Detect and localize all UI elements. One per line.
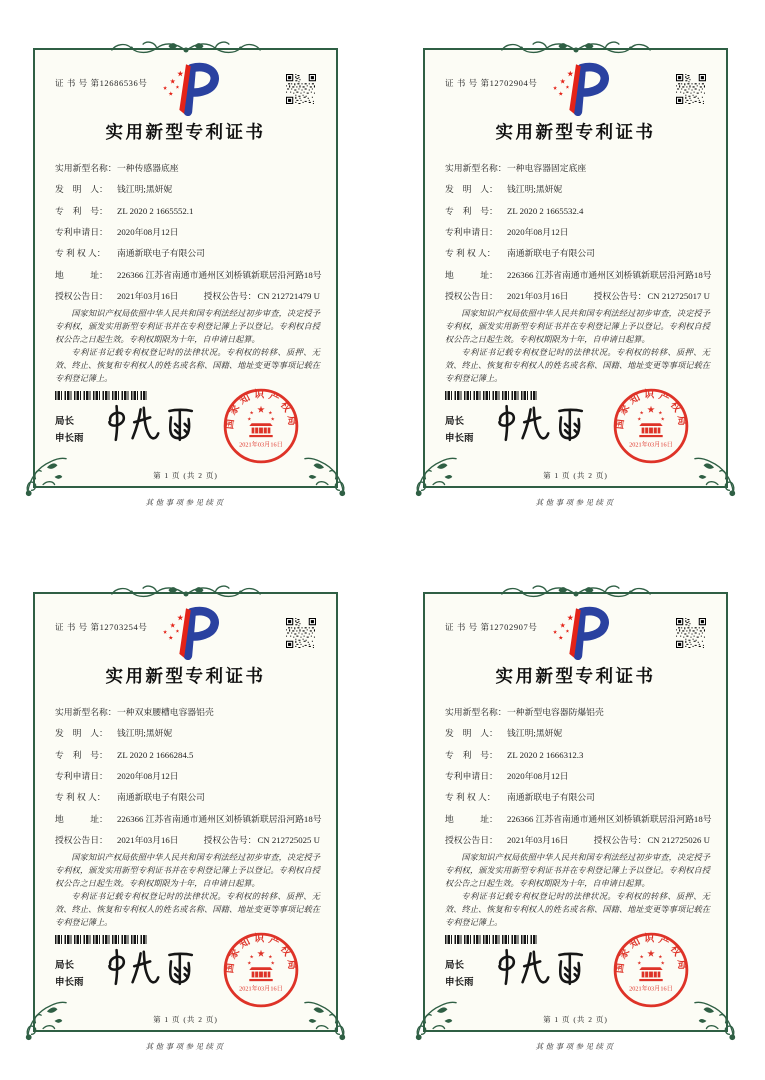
- field-label: 授权公告日：: [445, 291, 498, 302]
- field-filing-date: [55, 226, 320, 239]
- barcode: [445, 391, 537, 400]
- field-label: 授权公告号：: [593, 835, 647, 846]
- field-label: 授权公告日：: [55, 835, 108, 846]
- field-label: 实用新型名称：: [445, 707, 507, 717]
- seal-ring-text: 国家知识产权局: [614, 933, 688, 974]
- field-value: 一种新型电容器防爆铝壳: [507, 707, 604, 717]
- field-label: 专 利 号：: [55, 205, 108, 216]
- field-label: 地 址：: [55, 813, 108, 824]
- field-label: 发 明 人：: [445, 728, 498, 739]
- field-value: 南通新联电子有限公司: [117, 792, 205, 803]
- certificate-fields: [55, 706, 320, 855]
- field-address: [55, 269, 320, 282]
- seal-date: 2021年03月16日: [239, 441, 283, 449]
- field-value: 南通新联电子有限公司: [117, 248, 205, 259]
- field-patentee: [55, 247, 320, 260]
- field-value: CN 212725025 U: [257, 835, 320, 846]
- field-value: 2021年03月16日: [507, 291, 569, 302]
- field-address: [445, 269, 710, 282]
- director-name: 申长雨: [55, 434, 84, 444]
- seal-ring-text: 国家知识产权局: [224, 933, 298, 974]
- director-title: 局长: [55, 417, 75, 427]
- field-value: CN 212721479 U: [257, 291, 320, 302]
- director-block: [445, 958, 474, 992]
- certificate-1: [33, 48, 338, 508]
- field-address: [445, 813, 710, 826]
- field-utility-model-name: [55, 706, 320, 719]
- field-value: 南通新联电子有限公司: [507, 792, 595, 803]
- field-value: 226366 江苏省南通市通州区刘桥镇新联居沿河路18号: [117, 813, 322, 824]
- continuation-note: 其他事项参见续页: [535, 498, 616, 507]
- legal-paragraph-2: 专利证书记载专利权登记时的法律状况。专利权的转移、质押、无效、终止、恢复和专利权人的姓名或名称、国籍、地址变更等事项记载在专利登记簿上。: [445, 348, 710, 383]
- field-label: 地 址：: [445, 813, 498, 824]
- director-title: 局长: [55, 961, 75, 971]
- certificate-number: 证 书 号 第12702907号: [445, 622, 538, 632]
- director-name: 申长雨: [55, 978, 84, 988]
- field-value: 2020年08月12日: [117, 227, 179, 238]
- legal-paragraph-1: 国家知识产权局依照中华人民共和国专利法经过初步审查，决定授予专利权，颁发实用新型专利证书并在专利登记簿上予以登记。专利权自授权公告之日起生效。专利权期限为十年，自申请日起算。: [55, 309, 320, 344]
- field-label: 地 址：: [55, 269, 108, 280]
- field-value: CN 212725017 U: [647, 291, 710, 302]
- field-inventors: [55, 727, 320, 740]
- director-signature-icon: [489, 402, 593, 452]
- barcode: [445, 935, 537, 944]
- legal-paragraph-2: 专利证书记载专利权登记时的法律状况。专利权的转移、质押、无效、终止、恢复和专利权人的姓名或名称、国籍、地址变更等事项记载在专利登记簿上。: [55, 892, 320, 927]
- certificate-number: 证 书 号 第12702904号: [445, 78, 538, 88]
- field-value: 钱江明;黑妍妮: [117, 184, 173, 195]
- legal-text: [445, 307, 710, 385]
- field-label: 发 明 人：: [55, 184, 108, 195]
- field-value: 2020年08月12日: [507, 227, 569, 238]
- field-grant-row: [445, 290, 710, 303]
- official-seal: [612, 931, 690, 1009]
- field-patent-number: [445, 205, 710, 218]
- page-number: 第 1 页 (共 2 页): [543, 471, 608, 480]
- certificate-4: [423, 592, 728, 1052]
- barcode: [55, 391, 147, 400]
- certificate-border: [423, 48, 728, 488]
- certificate-title: 实用新型专利证书: [495, 666, 656, 686]
- field-grant-date: [445, 834, 569, 847]
- field-utility-model-name: [55, 162, 320, 175]
- seal-ring-text: 国家知识产权局: [614, 389, 688, 430]
- director-title: 局长: [445, 417, 465, 427]
- top-ornament-icon: [108, 582, 264, 606]
- certificate-border: [33, 592, 338, 1032]
- top-ornament-icon: [498, 38, 654, 62]
- certificate-number: 证 书 号 第12703254号: [55, 622, 148, 632]
- field-filing-date: [445, 770, 710, 783]
- field-value: 南通新联电子有限公司: [507, 248, 595, 259]
- seal-date: 2021年03月16日: [239, 985, 283, 993]
- field-label: 实用新型名称：: [445, 163, 507, 173]
- field-grant-date: [55, 834, 179, 847]
- seal-date: 2021年03月16日: [629, 441, 673, 449]
- field-filing-date: [445, 226, 710, 239]
- field-patentee: [445, 791, 710, 804]
- continuation-note: 其他事项参见续页: [145, 1042, 226, 1051]
- page-number: 第 1 页 (共 2 页): [153, 471, 218, 480]
- field-value: 钱江明;黑妍妮: [117, 728, 173, 739]
- legal-text: [55, 851, 320, 929]
- director-title: 局长: [445, 961, 465, 971]
- field-label: 授权公告日：: [55, 291, 108, 302]
- legal-paragraph-1: 国家知识产权局依照中华人民共和国专利法经过初步审查，决定授予专利权，颁发实用新型专利证书并在专利登记簿上予以登记。专利权自授权公告之日起生效。专利权期限为十年，自申请日起算。: [55, 853, 320, 888]
- field-label: 专 利 号：: [55, 749, 108, 760]
- qr-code-icon: [286, 74, 316, 104]
- field-patent-number: [55, 205, 320, 218]
- field-inventors: [445, 727, 710, 740]
- certificate-title: 实用新型专利证书: [495, 122, 656, 142]
- field-label: 实用新型名称：: [55, 163, 117, 173]
- director-signature-icon: [99, 946, 203, 996]
- field-value: ZL 2020 2 1666312.3: [507, 749, 584, 760]
- field-grant-date: [55, 290, 179, 303]
- legal-text: [445, 851, 710, 929]
- field-label: 授权公告号：: [203, 291, 257, 302]
- director-name: 申长雨: [445, 978, 474, 988]
- cnipa-logo-icon: [148, 606, 224, 660]
- field-utility-model-name: [445, 162, 710, 175]
- certificate-2: [423, 48, 728, 508]
- field-address: [55, 813, 320, 826]
- certificate-title: 实用新型专利证书: [105, 122, 266, 142]
- certificate-3: [33, 592, 338, 1052]
- official-seal: [222, 931, 300, 1009]
- certificate-fields: [445, 706, 710, 855]
- field-grant-row: [445, 834, 710, 847]
- certificate-number: 证 书 号 第12686536号: [55, 78, 148, 88]
- seal-date: 2021年03月16日: [629, 985, 673, 993]
- director-signature-icon: [99, 402, 203, 452]
- field-label: 专 利 权 人：: [445, 792, 496, 803]
- field-value: 226366 江苏省南通市通州区刘桥镇新联居沿河路18号: [117, 269, 322, 280]
- field-label: 专 利 号：: [445, 205, 498, 216]
- continuation-note: 其他事项参见续页: [145, 498, 226, 507]
- field-value: 226366 江苏省南通市通州区刘桥镇新联居沿河路18号: [507, 269, 712, 280]
- cnipa-logo-icon: [538, 62, 614, 116]
- field-value: ZL 2020 2 1666284.5: [117, 749, 194, 760]
- field-value: ZL 2020 2 1665532.4: [507, 205, 584, 216]
- director-block: [55, 958, 84, 992]
- field-value: CN 212725026 U: [647, 835, 710, 846]
- legal-paragraph-2: 专利证书记载专利权登记时的法律状况。专利权的转移、质押、无效、终止、恢复和专利权人的姓名或名称、国籍、地址变更等事项记载在专利登记簿上。: [445, 892, 710, 927]
- page-number: 第 1 页 (共 2 页): [153, 1015, 218, 1024]
- field-label: 发 明 人：: [55, 728, 108, 739]
- field-value: 226366 江苏省南通市通州区刘桥镇新联居沿河路18号: [507, 813, 712, 824]
- qr-code-icon: [286, 618, 316, 648]
- page-number: 第 1 页 (共 2 页): [543, 1015, 608, 1024]
- director-name: 申长雨: [445, 434, 474, 444]
- field-patentee: [445, 247, 710, 260]
- field-label: 授权公告号：: [203, 835, 257, 846]
- certificate-border: [33, 48, 338, 488]
- director-block: [445, 414, 474, 448]
- legal-paragraph-1: 国家知识产权局依照中华人民共和国专利法经过初步审查，决定授予专利权，颁发实用新型专利证书并在专利登记簿上予以登记。专利权自授权公告之日起生效。专利权期限为十年，自申请日起算。: [445, 853, 710, 888]
- field-grant-number: [204, 290, 320, 303]
- certificate-border: [423, 592, 728, 1032]
- field-label: 专利申请日：: [55, 227, 108, 238]
- certificate-fields: [55, 162, 320, 311]
- field-value: 一种传感器底座: [117, 163, 179, 173]
- cnipa-logo-icon: [148, 62, 224, 116]
- field-value: 2020年08月12日: [507, 771, 569, 782]
- field-value: 一种电容器固定底座: [507, 163, 587, 173]
- field-grant-number: [204, 834, 320, 847]
- field-label: 专 利 权 人：: [55, 792, 106, 803]
- field-grant-row: [55, 290, 320, 303]
- top-ornament-icon: [498, 582, 654, 606]
- cnipa-logo-icon: [538, 606, 614, 660]
- field-value: 钱江明;黑妍妮: [507, 184, 563, 195]
- field-patentee: [55, 791, 320, 804]
- field-value: 钱江明;黑妍妮: [507, 728, 563, 739]
- field-inventors: [55, 183, 320, 196]
- official-seal: [222, 387, 300, 465]
- field-label: 授权公告日：: [445, 835, 498, 846]
- field-value: 2021年03月16日: [507, 835, 569, 846]
- legal-paragraph-1: 国家知识产权局依照中华人民共和国专利法经过初步审查，决定授予专利权，颁发实用新型专利证书并在专利登记簿上予以登记。专利权自授权公告之日起生效。专利权期限为十年，自申请日起算。: [445, 309, 710, 344]
- director-signature-icon: [489, 946, 593, 996]
- field-value: 2020年08月12日: [117, 771, 179, 782]
- barcode: [55, 935, 147, 944]
- field-value: ZL 2020 2 1665552.1: [117, 205, 194, 216]
- field-label: 专 利 权 人：: [445, 248, 496, 259]
- qr-code-icon: [676, 618, 706, 648]
- field-label: 发 明 人：: [445, 184, 498, 195]
- continuation-note: 其他事项参见续页: [535, 1042, 616, 1051]
- legal-text: [55, 307, 320, 385]
- field-label: 专 利 号：: [445, 749, 498, 760]
- field-value: 2021年03月16日: [117, 291, 179, 302]
- field-label: 专 利 权 人：: [55, 248, 106, 259]
- certificate-fields: [445, 162, 710, 311]
- field-utility-model-name: [445, 706, 710, 719]
- field-patent-number: [55, 749, 320, 762]
- field-label: 专利申请日：: [55, 771, 108, 782]
- field-patent-number: [445, 749, 710, 762]
- field-inventors: [445, 183, 710, 196]
- field-value: 2021年03月16日: [117, 835, 179, 846]
- legal-paragraph-2: 专利证书记载专利权登记时的法律状况。专利权的转移、质押、无效、终止、恢复和专利权人的姓名或名称、国籍、地址变更等事项记载在专利登记簿上。: [55, 348, 320, 383]
- field-grant-number: [594, 290, 710, 303]
- seal-ring-text: 国家知识产权局: [224, 389, 298, 430]
- field-grant-number: [594, 834, 710, 847]
- top-ornament-icon: [108, 38, 264, 62]
- field-label: 实用新型名称：: [55, 707, 117, 717]
- qr-code-icon: [676, 74, 706, 104]
- field-grant-date: [445, 290, 569, 303]
- field-label: 地 址：: [445, 269, 498, 280]
- director-block: [55, 414, 84, 448]
- field-label: 专利申请日：: [445, 771, 498, 782]
- official-seal: [612, 387, 690, 465]
- field-label: 授权公告号：: [593, 291, 647, 302]
- field-label: 专利申请日：: [445, 227, 498, 238]
- certificate-title: 实用新型专利证书: [105, 666, 266, 686]
- field-grant-row: [55, 834, 320, 847]
- field-filing-date: [55, 770, 320, 783]
- field-value: 一种双束腰槽电容器铝壳: [117, 707, 214, 717]
